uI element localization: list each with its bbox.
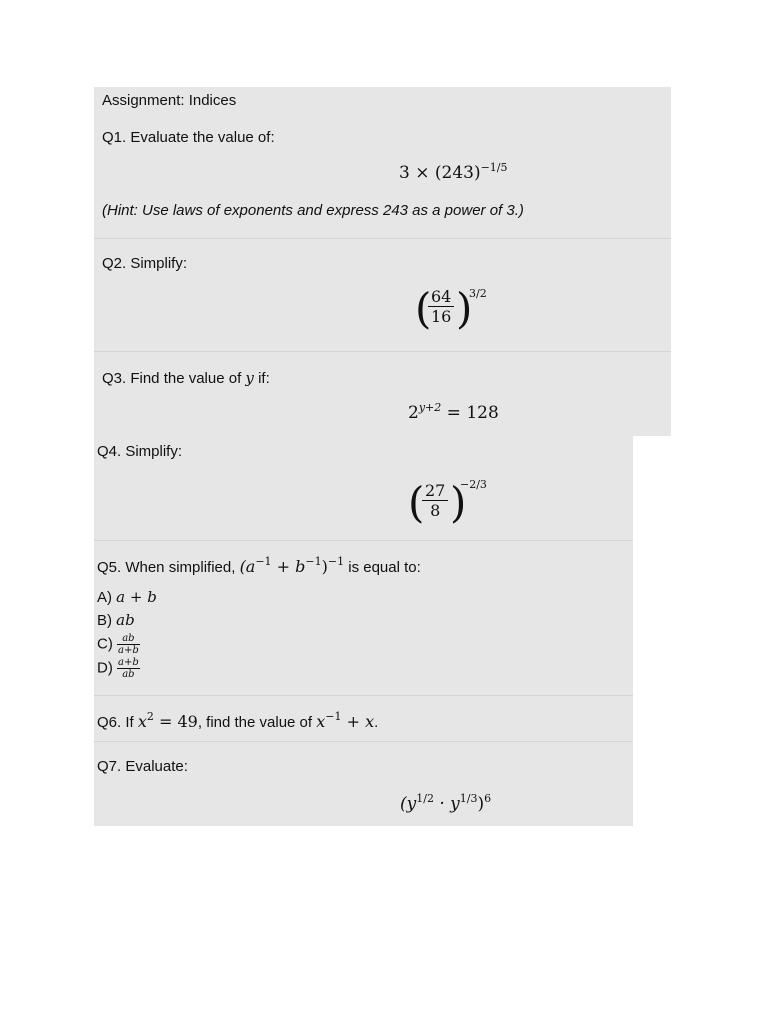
q1-hint: (Hint: Use laws of exponents and express 243 as a power of 3.) [102, 202, 524, 219]
q6-end: . [374, 714, 379, 731]
q2-exponent: 3/2 [469, 287, 487, 300]
q4-expression [408, 478, 487, 527]
divider [94, 540, 633, 541]
q6-xinv: x [316, 712, 326, 731]
q5-option-a [97, 588, 157, 606]
q6-label [97, 712, 378, 731]
q1-exponent: −1/5 [480, 161, 508, 174]
q6-plus-x: + x [341, 712, 375, 731]
q2-left-paren: ( [415, 284, 432, 333]
option-denominator: a+b [118, 645, 139, 656]
question-panel-top [94, 87, 671, 436]
q5-expr-a: (a [239, 557, 256, 576]
q4-left-paren: ( [408, 478, 425, 527]
option-key: C) [97, 635, 117, 653]
q2-numerator: 64 [428, 287, 454, 307]
q3-label-post: if: [253, 370, 270, 387]
q4-numerator: 27 [422, 481, 448, 501]
q7-exp1: 1/2 [416, 792, 434, 805]
divider [94, 695, 633, 696]
q7-close: ) [477, 794, 485, 814]
q6-x-exp: 2 [146, 710, 154, 723]
option-numerator: ab [117, 633, 140, 645]
assignment-title: Assignment: Indices [102, 92, 237, 109]
option-key: A) [97, 589, 117, 606]
q5-label-post: is equal to: [344, 559, 421, 576]
q6-eq: = 49 [153, 712, 198, 731]
q3-equation [408, 403, 499, 423]
q6-xinv-exp: −1 [325, 710, 342, 723]
divider [94, 741, 633, 742]
option-key: D) [97, 659, 117, 677]
question-panel-bottom [94, 436, 633, 826]
divider [94, 351, 671, 352]
q7-label: Q7. Evaluate: [97, 758, 188, 775]
q3-label [102, 369, 270, 387]
q4-label: Q4. Simplify: [97, 443, 183, 460]
q5-option-c [97, 633, 140, 656]
option-fraction [117, 633, 140, 656]
q4-fraction [422, 481, 448, 520]
q5-label [97, 557, 421, 576]
option-numerator: a+b [118, 657, 139, 668]
q2-denominator: 16 [431, 307, 452, 326]
q6-mid: , find the value of [197, 714, 317, 731]
q4-right-paren: ) [450, 478, 467, 527]
q5-option-b [97, 611, 135, 629]
q7-exp-outer: 6 [484, 792, 492, 805]
option-denominator: ab [122, 669, 135, 680]
q2-fraction [428, 287, 454, 326]
q1-expression [399, 163, 508, 183]
q3-label-pre: Q3. Find the value of [102, 370, 246, 387]
option-key: B) [97, 612, 117, 629]
q6-x: x [137, 712, 147, 731]
option-value: a + b [116, 588, 157, 606]
q2-expression [415, 284, 487, 333]
q1-base: 3 × (243) [399, 163, 481, 183]
q7-dot-y: · y [433, 794, 460, 814]
q3-label-var: y [245, 369, 254, 387]
q4-exponent: −2/3 [460, 478, 487, 491]
q3-rhs: = 128 [446, 403, 499, 423]
divider [94, 238, 671, 239]
q2-right-paren: ) [456, 284, 473, 333]
q4-denominator: 8 [430, 501, 441, 520]
option-value: ab [116, 611, 135, 629]
q3-exponent: y+2 [418, 401, 442, 414]
q5-option-d [97, 657, 140, 680]
q1-label: Q1. Evaluate the value of: [102, 129, 275, 146]
q7-expression [400, 794, 491, 814]
q5-expr-b: + b [271, 557, 306, 576]
q5-close: ) [321, 557, 328, 576]
q6-label-pre: Q6. If [97, 714, 138, 731]
q5-label-pre: Q5. When simplified, [97, 559, 240, 576]
q5-exp-outer: −1 [327, 555, 345, 568]
q7-open: (y [400, 794, 417, 814]
q7-exp2: 1/3 [459, 792, 478, 805]
option-fraction [117, 657, 140, 680]
q2-label: Q2. Simplify: [102, 255, 188, 272]
q5-exp-b: −1 [305, 555, 322, 568]
q5-exp-a: −1 [255, 555, 272, 568]
q3-base: 2 [408, 403, 419, 423]
